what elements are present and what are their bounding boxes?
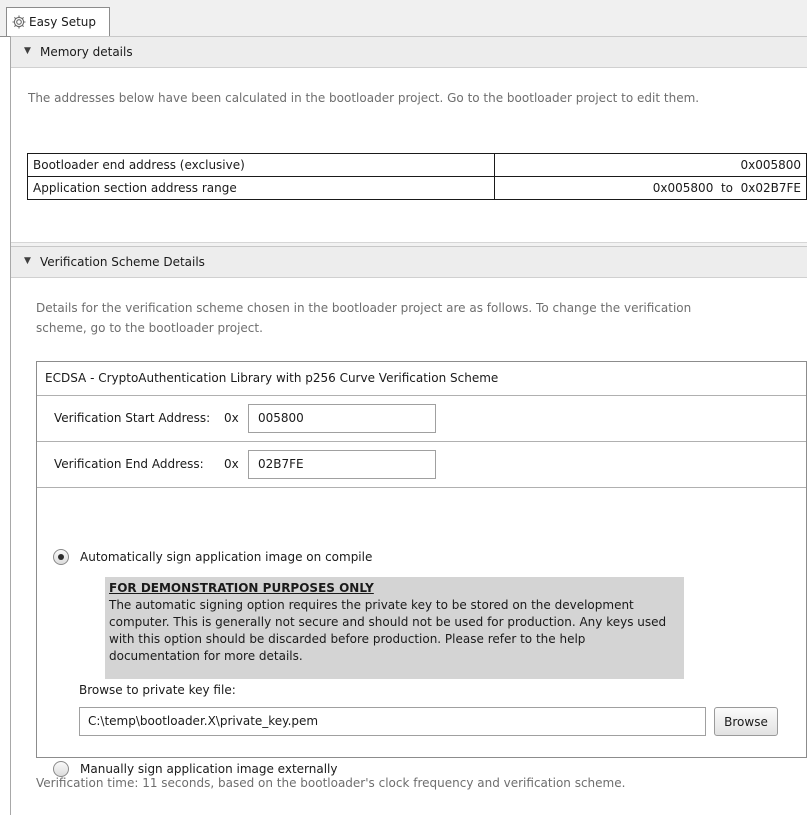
app-range-value: 0x005800 to 0x02B7FE [495, 177, 807, 200]
warning-line: computer. This is generally not secure and should not be used for production. Any keys used [109, 615, 667, 629]
verification-header[interactable] [11, 246, 807, 278]
end-address-field[interactable]: 02B7FE [248, 450, 436, 479]
start-address-prefix: 0x [224, 411, 239, 425]
verification-time-note: Verification time: 11 seconds, based on the bootloader's clock frequency and verification scheme. [36, 776, 626, 790]
end-address-prefix: 0x [224, 457, 239, 471]
table-row [28, 154, 807, 177]
memory-table [27, 153, 807, 200]
memory-details-title: Memory details [40, 45, 133, 59]
warning-line: documentation for more details. [109, 649, 303, 663]
verification-scheme-box [36, 361, 807, 776]
warning-title: FOR DEMONSTRATION PURPOSES ONLY [109, 581, 374, 595]
start-address-label: Verification Start Address: [54, 411, 211, 425]
app-range-label: Application section address range [28, 177, 495, 200]
scheme-title-row [37, 362, 806, 396]
gear-icon [11, 14, 27, 30]
auto-sign-radio[interactable] [53, 549, 69, 565]
warning-box [105, 577, 684, 679]
memory-details-header[interactable] [11, 36, 807, 68]
verification-note-line1: Details for the verification scheme chosen in the bootloader project are as follows. To change the verification [36, 301, 692, 315]
private-key-path-input[interactable]: C:\temp\bootloader.X\private_key.pem [79, 707, 706, 736]
end-address-label: Verification End Address: [54, 457, 204, 471]
bootloader-end-value: 0x005800 [495, 154, 807, 177]
end-address-row [37, 442, 806, 488]
radio-selected-dot [58, 554, 64, 560]
tab-bar [0, 0, 807, 37]
bootloader-end-label: Bootloader end address (exclusive) [28, 154, 495, 177]
warning-line: with this option should be discarded before production. Please refer to the help [109, 632, 586, 646]
verification-note-line2: scheme, go to the bootloader project. [36, 321, 263, 335]
auto-sign-label[interactable]: Automatically sign application image on compile [80, 550, 373, 564]
start-address-field[interactable]: 005800 [248, 404, 436, 433]
easy-setup-panel [10, 36, 807, 815]
browse-button[interactable]: Browse [714, 707, 778, 736]
start-address-row [37, 396, 806, 442]
collapse-arrow-icon: ▼ [24, 256, 31, 266]
warning-line: The automatic signing option requires the private key to be stored on the development [109, 598, 634, 612]
tab-easy-setup[interactable] [6, 7, 110, 36]
collapse-arrow-icon: ▼ [24, 46, 31, 56]
tab-label: Easy Setup [29, 15, 97, 29]
memory-note: The addresses below have been calculated in the bootloader project. Go to the bootloader project to edit them. [28, 91, 700, 105]
table-row [28, 177, 807, 200]
scheme-title: ECDSA - CryptoAuthentication Library with p256 Curve Verification Scheme [45, 371, 499, 385]
verification-title: Verification Scheme Details [40, 255, 205, 269]
manual-sign-label[interactable]: Manually sign application image externally [80, 762, 338, 776]
browse-key-label: Browse to private key file: [79, 683, 236, 697]
